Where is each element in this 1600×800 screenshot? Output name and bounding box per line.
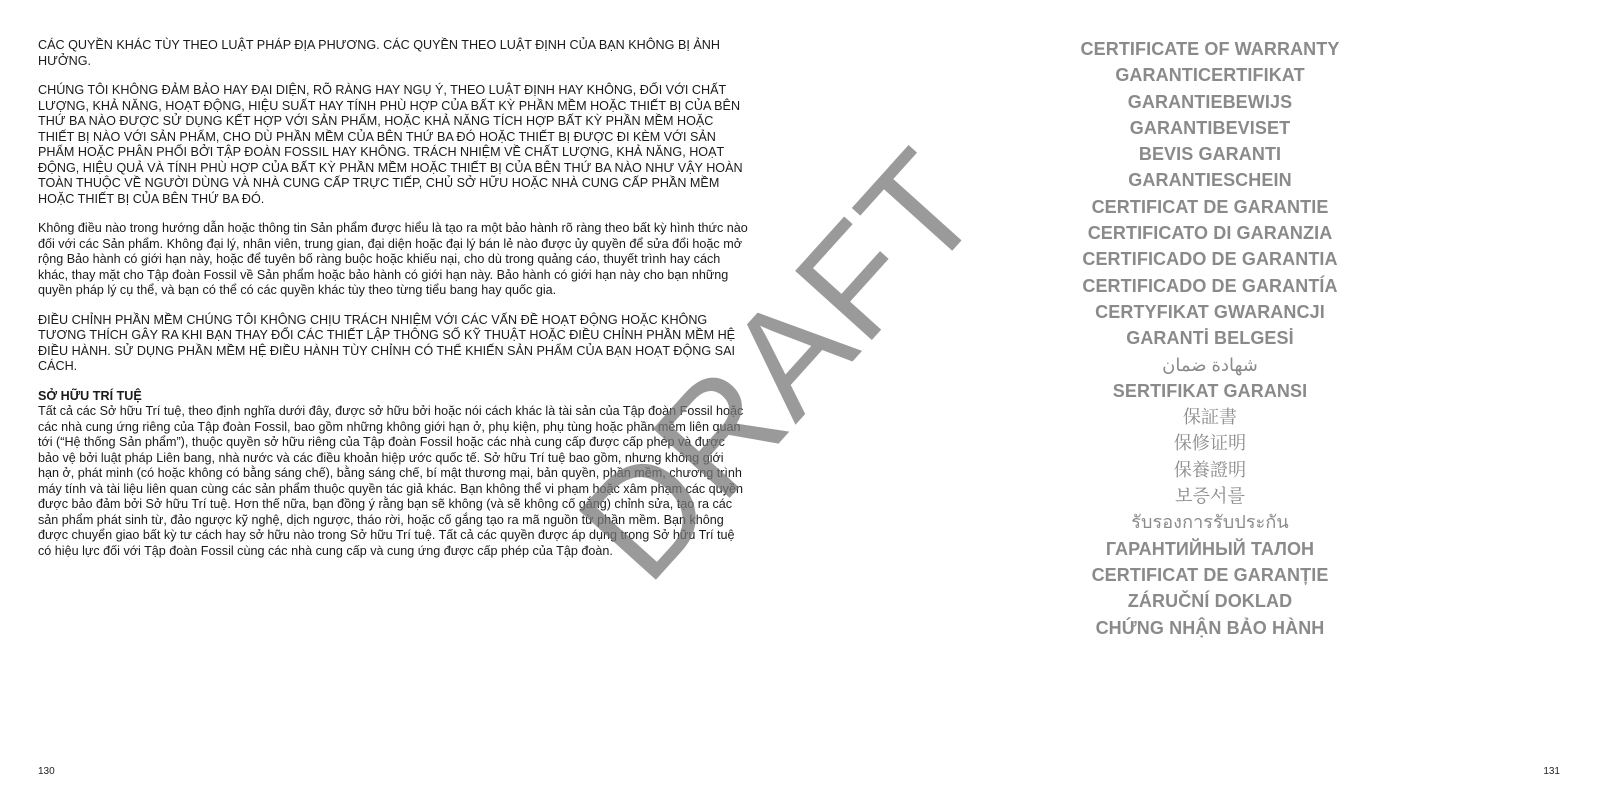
title-turkish: GARANTİ BELGESİ	[1126, 328, 1294, 349]
warranty-title-list	[1040, 36, 1380, 641]
title-italian: CERTIFICATO DI GARANZIA	[1087, 223, 1333, 244]
title-polish: CERTYFIKAT GWARANCJI	[1095, 301, 1325, 322]
paragraph-no-express-warranty: Không điều nào trong hướng dẫn hoặc thông tin Sản phẩm được hiểu là tạo ra một bảo hành rõ ràng theo bất kỳ hình thức nào đối với các Sản phẩm. Không đại lý, nhân viên, trung gian, đại diện hoặc đại lý bán lẻ nào được ủy quyền để sửa đổi hoặc mở rộng Bảo hành có giới hạn này, hoặc để tuyên bố ràng buộc hoặc khiếu nại, cho dù trong quảng cáo, thuyết trình hay cách khác, thay mặt cho Tập đoàn Fossil về Sản phẩm hoặc bảo hành có giới hạn này. Bảo hành có giới hạn này cho bạn những quyền pháp lý cụ thể, và bạn có thể có các quyền khác tùy theo từng tiểu bang hay quốc gia.	[38, 221, 748, 297]
title-indonesian: SERTIFIKAT GARANSI	[1112, 380, 1308, 401]
title-arabic: شهادة ضمان	[1162, 354, 1258, 375]
title-german: GARANTIESCHEIN	[1128, 170, 1292, 191]
ip-heading: SỞ HỮU TRÍ TUỆ	[38, 388, 142, 403]
left-text-column	[38, 38, 748, 573]
title-chinese-traditional: 保養證明	[1173, 459, 1247, 480]
title-french: CERTIFICAT DE GARANTIE	[1091, 196, 1329, 217]
title-chinese-simplified: 保修证明	[1173, 433, 1247, 454]
title-norwegian: GARANTIBEVISET	[1129, 117, 1291, 138]
page-number-left: 130	[38, 766, 55, 777]
title-dutch: GARANTIEBEWIJS	[1127, 91, 1293, 112]
title-czech: ZÁRUČNÍ DOKLAD	[1127, 591, 1293, 612]
title-russian: ГАРАНТИЙНЫЙ ТАЛОН	[1105, 538, 1315, 559]
page-number-right: 131	[1543, 766, 1560, 777]
title-spanish: CERTIFICADO DE GARANTÍA	[1082, 275, 1338, 296]
title-swedish: BEVIS GARANTI	[1138, 144, 1282, 165]
title-romanian: CERTIFICAT DE GARANȚIE	[1091, 564, 1329, 585]
title-portuguese: CERTIFICADO DE GARANTIA	[1082, 249, 1338, 270]
title-english: CERTIFICATE OF WARRANTY	[1080, 39, 1340, 59]
paragraph-third-party-disclaimer: CHÚNG TÔI KHÔNG ĐẢM BẢO HAY ĐẠI DIỆN, RÕ RÀNG HAY NGỤ Ý, THEO LUẬT ĐỊNH HAY KHÔNG, ĐỐI VỚI CHẤT LƯỢNG, KHẢ NĂNG, HOẠT ĐỘNG, HIỆU SUẤT HAY TÍNH PHÙ HỢP CỦA BẤT KỲ PHẦN MỀM HOẶC THIẾT BỊ CỦA BÊN THỨ BA NÀO ĐƯỢC SỬ DỤNG KẾT HỢP VỚI SẢN PHẨM, HOẶC KHẢ NĂNG TÍCH HỢP BẤT KỲ PHẦN MỀM HOẶC THIẾT BỊ NÀO VỚI SẢN PHẨM, CHO DÙ PHẦN MỀM CỦA BÊN THỨ BA ĐÓ HOẶC THIẾT BỊ ĐƯỢC ĐI KÈM VỚI SẢN PHẨM HOẶC PHÂN PHỐI BỞI TẬP ĐOÀN FOSSIL HAY KHÔNG. TRÁCH NHIỆM VỀ CHẤT LƯỢNG, KHẢ NĂNG, HOẠT ĐỘNG, HIỆU QUẢ VÀ TÍNH PHÙ HỢP CỦA BẤT KỲ PHẦN MỀM HOẶC THIẾT BỊ CỦA BÊN THỨ BA NÀO NHƯ VẬY HOÀN TOÀN THUỘC VỀ NGƯỜI DÙNG VÀ NHÀ CUNG CẤP TRỰC TIẾP, CHỦ SỞ HỮU HOẶC NHÀ CUNG CẤP PHẦN MỀM HOẶC THIẾT BỊ CỦA BÊN THỨ BA ĐÓ.	[38, 83, 743, 206]
title-japanese: 保証書	[1182, 407, 1238, 428]
ip-body: Tất cả các Sở hữu Trí tuệ, theo định nghĩa dưới đây, được sở hữu bởi hoặc nói cách khác là tài sản của Tập đoàn Fossil hoặc các nhà cung ứng riêng của Tập đoàn Fossil, bao gồm những không giới hạn ở, phụ kiện, phụ tùng hoặc phần mềm liên quan tới (“Hệ thống Sản phẩm”), thuộc quyền sở hữu riêng của Tập đoàn Fossil hoặc các nhà cung cấp được cấp phép và được bảo vệ bởi luật pháp Liên bang, nhà nước và các điều khoản hiệp ước quốc tế. Sở hữu Trí tuệ bao gồm, nhưng không giới hạn ở, phát minh (có hoặc không có bằng sáng chế), bằng sáng chế, bí mật thương mại, bản quyền, phần mềm, chương trình máy tính và tài liệu liên quan cùng các sản phẩm thuộc quyền tác giả khác. Bạn không thể vi phạm hoặc xâm phạm các quyền được bảo đảm bởi Sở hữu Trí tuệ. Hơn thế nữa, bạn đồng ý rằng bạn sẽ không (và sẽ không cố gắng) chỉnh sửa, tạo ra các sản phẩm phát sinh từ, đảo ngược kỹ nghệ, dịch ngược, tháo rời, hoặc cố gắng tạo ra mã nguồn từ phần mềm. Bạn không được chuyển giao bất kỳ tư cách hay sở hữu nào trong Sở hữu Trí tuệ. Tất cả các quyền được áp dụng trong Sở hữu Trí tuệ có hiệu lực đối với Tập đoàn Fossil cùng các nhà cung cấp và cung ứng được cấp phép của Tập đoàn.	[38, 404, 744, 558]
title-danish: GARANTICERTIFIKAT	[1115, 65, 1305, 86]
title-korean: 보증서를	[1175, 486, 1245, 507]
draft-watermark: DRAFT	[546, 118, 1013, 611]
paragraph-software-modification: ĐIỀU CHỈNH PHẦN MỀM CHÚNG TÔI KHÔNG CHỊU TRÁCH NHIỆM VỚI CÁC VẤN ĐỀ HOẠT ĐỘNG HOẶC KHÔNG TƯƠNG THÍCH GÂY RA KHI BẠN THAY ĐỔI CÁC THIẾT LẬP THÔNG SỐ KỸ THUẬT HOẶC ĐIỀU CHỈNH PHẦN MỀM HỆ ĐIỀU HÀNH. SỬ DỤNG PHẦN MỀM HỆ ĐIỀU HÀNH TÙY CHỈNH CÓ THỂ KHIẾN SẢN PHẨM CỦA BẠN HOẠT ĐỘNG SAI CÁCH.	[38, 312, 736, 373]
title-thai: รับรองการรับประกัน	[1131, 512, 1289, 533]
title-vietnamese: CHỨNG NHẬN BẢO HÀNH	[1095, 617, 1325, 638]
paragraph-local-rights: CÁC QUYỀN KHÁC TÙY THEO LUẬT PHÁP ĐỊA PHƯƠNG. CÁC QUYỀN THEO LUẬT ĐỊNH CỦA BẠN KHÔNG BỊ ẢNH HƯỞNG.	[38, 38, 720, 68]
